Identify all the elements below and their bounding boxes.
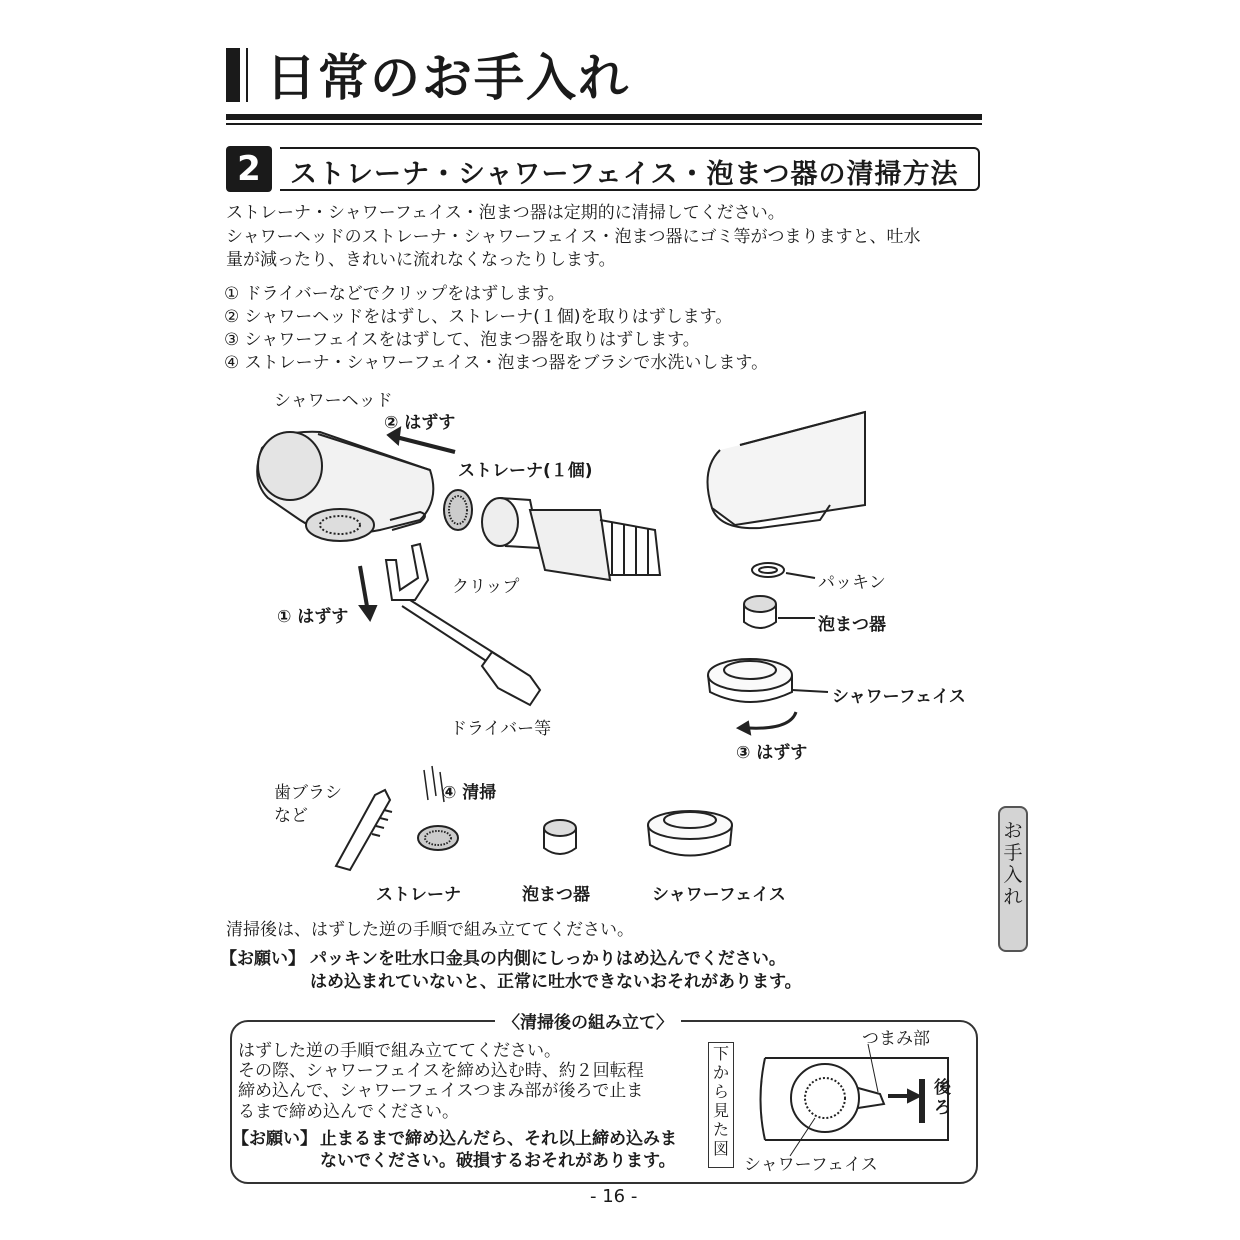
caption-shower-face: シャワーフェイス xyxy=(652,885,786,905)
caption-aerator: 泡まつ器 xyxy=(522,885,590,905)
page-title: 日常のお手入れ xyxy=(266,49,630,107)
label-face-bottom: シャワーフェイス xyxy=(744,1155,878,1175)
step-1: ① ドライバーなどでクリップをはずします。 xyxy=(224,284,565,304)
assembly-request-1: 止まるまで締め込んだら、それ以上締め込みま xyxy=(320,1129,677,1149)
label-clip: クリップ xyxy=(452,577,520,597)
label-driver: ドライバー等 xyxy=(450,719,552,739)
step-3: ③ シャワーフェイスをはずして、泡まつ器を取りはずします。 xyxy=(224,330,700,350)
request-label: 【お願い】 xyxy=(220,949,305,969)
label-remove-3: ③ はずす xyxy=(736,743,808,763)
label-aerator: 泡まつ器 xyxy=(818,615,886,635)
assembly-request-label: 【お願い】 xyxy=(232,1129,317,1149)
section-number: 2 xyxy=(226,146,272,192)
label-toothbrush: 歯ブラシ xyxy=(274,783,342,803)
label-packing: パッキン xyxy=(818,573,886,593)
assembly-line-3: 締め込んで、シャワーフェイスつまみ部が後ろで止ま xyxy=(238,1081,644,1101)
assembly-line-2: その際、シャワーフェイスを締め込む時、約２回転程 xyxy=(238,1061,644,1081)
view-from-below-label: 下 か ら 見 た 図 xyxy=(708,1042,734,1168)
assembly-title: 〈清掃後の組み立て〉 xyxy=(495,1008,681,1033)
request-line-2: はめ込まれていないと、正常に吐水できないおそれがあります。 xyxy=(310,972,802,992)
section-title: ストレーナ・シャワーフェイス・泡まつ器の清掃方法 xyxy=(290,159,959,190)
label-remove-2: ② はずす xyxy=(384,413,456,433)
label-shower-head: シャワーヘッド xyxy=(274,391,393,411)
intro-line-2: シャワーヘッドのストレーナ・シャワーフェイス・泡まつ器にゴミ等がつまりますと、吐水 xyxy=(226,227,921,247)
intro-line-1: ストレーナ・シャワーフェイス・泡まつ器は定期的に清掃してください。 xyxy=(226,203,785,223)
step-4: ④ ストレーナ・シャワーフェイス・泡まつ器をブラシで水洗いします。 xyxy=(224,353,769,373)
label-clean-4: ④ 清掃 xyxy=(442,783,497,803)
assembly-line-4: るまで締め込んでください。 xyxy=(238,1102,459,1122)
step-2: ② シャワーヘッドをはずし、ストレーナ(１個)を取りはずします。 xyxy=(224,307,733,327)
side-tab-label: お 手 入 れ xyxy=(1003,820,1023,908)
label-remove-1: ① はずす xyxy=(277,607,349,627)
label-knob: つまみ部 xyxy=(862,1029,930,1049)
after-line: 清掃後は、はずした逆の手順で組み立ててください。 xyxy=(226,920,634,940)
page-number: - 16 - xyxy=(590,1186,638,1207)
request-line-1: パッキンを吐水口金具の内側にしっかりはめ込んでください。 xyxy=(310,949,786,969)
label-strainer-one: ストレーナ(１個) xyxy=(458,461,593,481)
intro-line-3: 量が減ったり、きれいに流れなくなったりします。 xyxy=(226,250,616,270)
label-back: 後 ろ xyxy=(934,1078,951,1118)
label-shower-face: シャワーフェイス xyxy=(832,687,966,707)
caption-strainer: ストレーナ xyxy=(376,885,461,905)
label-toothbrush-etc: など xyxy=(274,806,308,826)
assembly-request-2: ないでください。破損するおそれがあります。 xyxy=(320,1151,676,1171)
assembly-line-1: はずした逆の手順で組み立ててください。 xyxy=(238,1041,561,1061)
